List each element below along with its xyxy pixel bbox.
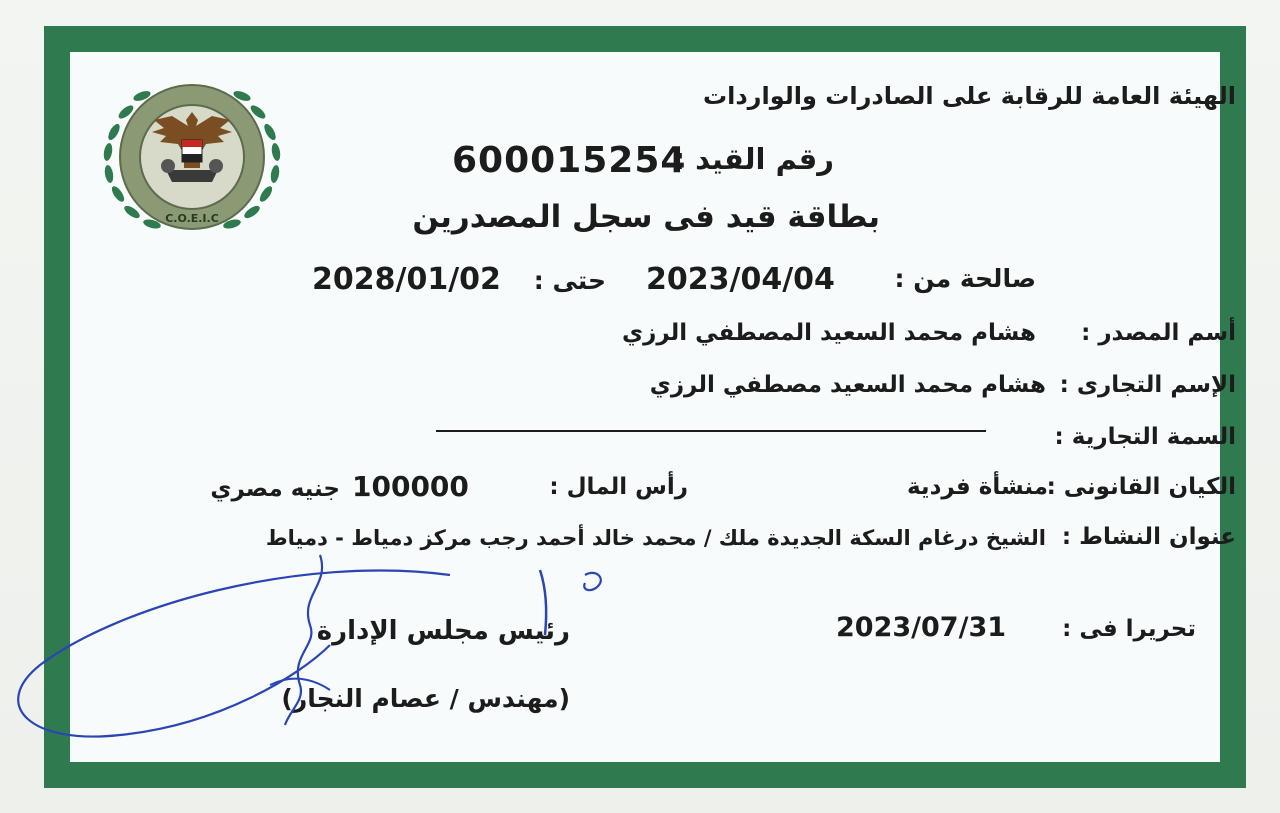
activity-address-label: عنوان النشاط : [1061, 524, 1236, 550]
issued-date: 2023/07/31 [836, 612, 1007, 643]
authority-name: الهيئة العامة للرقابة على الصادرات والواردات [702, 82, 1236, 110]
signatory-name: (مهندس / عصام النجار) [281, 684, 570, 713]
exporter-name-label: أسم المصدر : [1081, 320, 1236, 346]
capital-label: رأس المال : [549, 474, 688, 500]
signatory-title: رئيس مجلس الإدارة [316, 616, 570, 646]
legal-entity-label: الكيان القانونى : [1046, 474, 1236, 500]
logo-text: C.O.E.I.C [165, 212, 219, 225]
valid-to-label: حتى : [533, 266, 606, 295]
eagle-emblem-icon [92, 72, 292, 242]
card-title: بطاقة قيد فى سجل المصدرين [412, 199, 880, 235]
registration-number: 600015254 [452, 140, 687, 181]
trade-name-value: هشام محمد السعيد مصطفي الرزي [649, 372, 1046, 398]
trade-name-label: الإسم التجارى : [1059, 372, 1236, 398]
issued-label: تحريرا فى : [1062, 616, 1196, 642]
valid-from-date: 2023/04/04 [646, 262, 835, 297]
exporter-name-value: هشام محمد السعيد المصطفي الرزي [622, 320, 1036, 346]
activity-address-value: الشيخ درغام السكة الجديدة ملك / محمد خالد أحمد رجب مركز دمياط - دمياط [265, 526, 1046, 550]
capital-currency: جنيه مصري [210, 476, 340, 502]
capital-value: 100000 [352, 470, 469, 503]
valid-from-label: صالحة من : [894, 264, 1036, 293]
trade-mark-blank-line [436, 430, 986, 432]
trade-mark-label: السمة التجارية : [1054, 424, 1236, 450]
registration-label: رقم القيد : [673, 142, 834, 176]
legal-entity-value: منشأة فردية [906, 474, 1048, 500]
valid-to-date: 2028/01/02 [312, 262, 501, 297]
